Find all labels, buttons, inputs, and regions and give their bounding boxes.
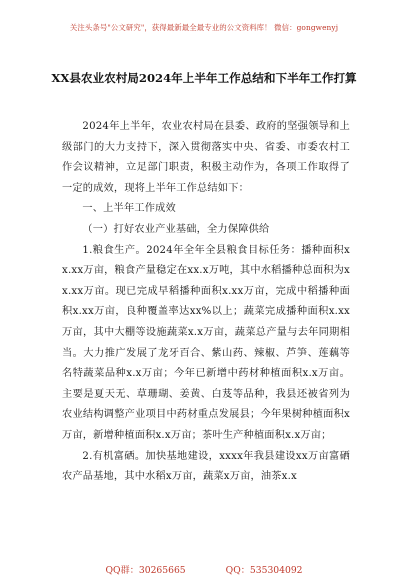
document-title: XX县农业农村局2024年上半年工作总结和下半年工作打算 bbox=[51, 71, 357, 85]
organic-selenium-paragraph: 2.有机富硒。加快基地建设，xxxx年我县建设xx万亩富硒农产品基地，其中水稻x万亩，蔬菜x万亩，油茶x.x bbox=[62, 450, 350, 483]
subsection-heading: （一）打好农业产业基础，全力保障供给 bbox=[82, 223, 270, 235]
grain-production-paragraph: 1.粮食生产。2024年全年全县粮食目标任务：播种面积xx.xx万亩，粮食产量稳定在xx.x万吨，其中水稻播种总面积为xx.xx万亩。现已完成早稻播种面积x.xx万亩，完成中稻播种面积x.xx万亩，良种覆盖率达xx%以上；蔬菜完成播种面积x.xx万亩，其中大棚等设施蔬菜x.x万亩，蔬菜总产量与去年同期相当。大力推广发展了龙牙百合、紫山药、辣椒、芦笋、莲藕等名特蔬菜品种x.x万亩；今年已新增中药材种植面积x.x万亩。主要是夏天无、草珊瑚、姜黄、白芨等品种，我县还被省列为农业结构调整产业项目中药材重点发展县；今年果树种植面积x万亩，新增种植面积x.x万亩；茶叶生产种植面积x.x万亩； bbox=[62, 244, 350, 441]
document-body bbox=[62, 117, 350, 488]
footer-qq-group: QQ群：30265665 bbox=[105, 565, 186, 576]
footer-contact bbox=[0, 562, 408, 576]
header-banner: 关注头条号"公文研究"，获得最新最全最专业的公文资料库！ 微信：gongwenyj bbox=[69, 23, 339, 32]
section-heading: 一、上半年工作成效 bbox=[82, 203, 176, 215]
intro-paragraph: 2024年上半年，农业农村局在县委、政府的坚强领导和上级部门的大力支持下，深入贯彻落实中央、省委、市委农村工作会议精神，立足部门职责，积极主动作为，各项工作取得了一定的成效，现将上半年工作总结如下： bbox=[62, 121, 350, 194]
footer-qq: QQ：535304092 bbox=[225, 565, 303, 576]
